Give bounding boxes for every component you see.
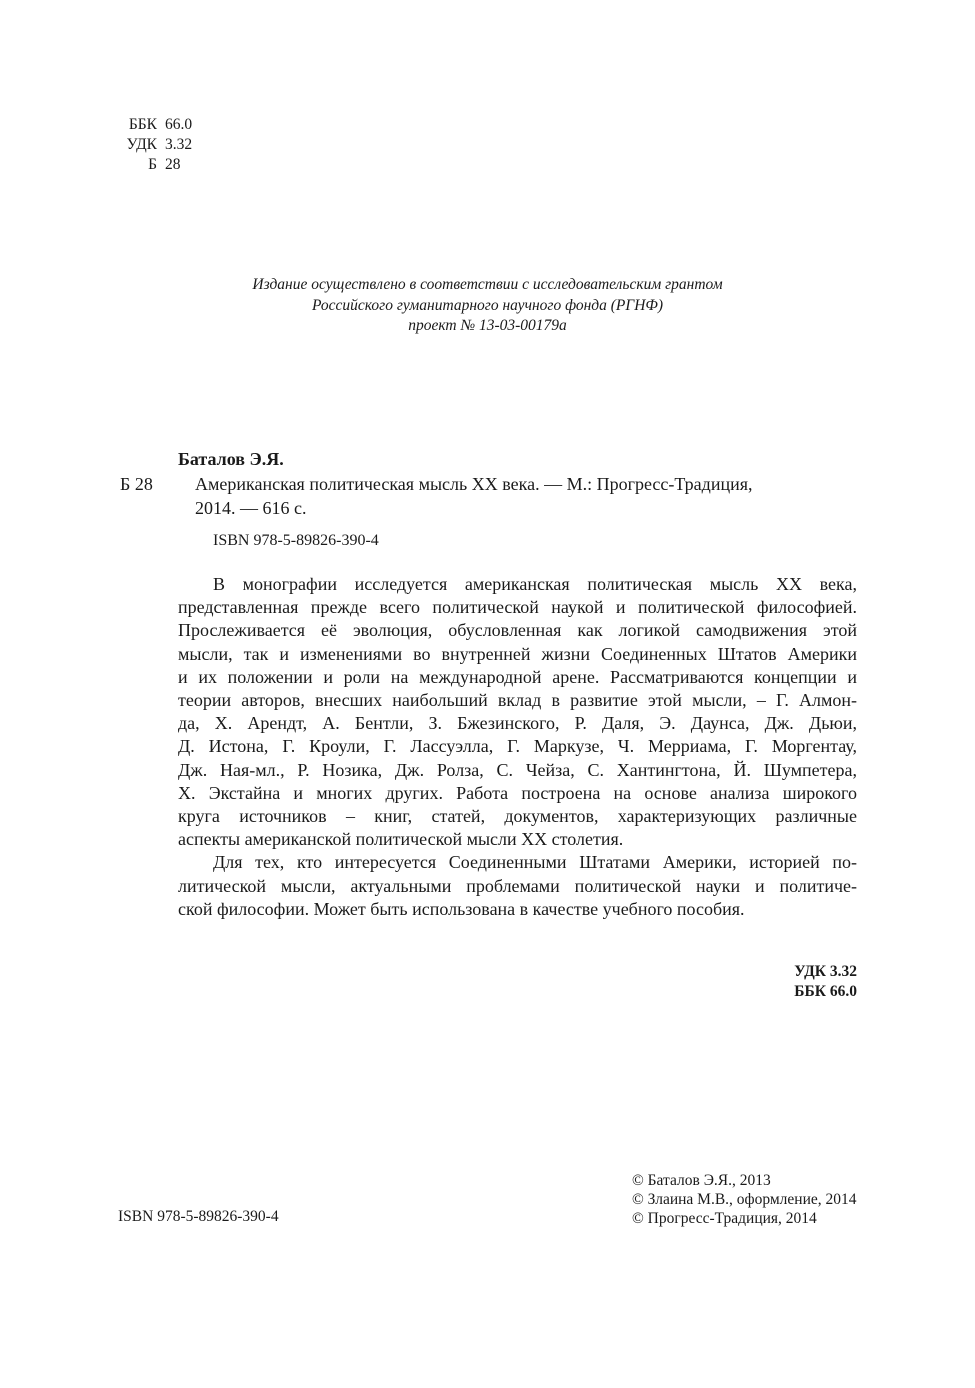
isbn-entry: ISBN 978-5-89826-390-4	[213, 532, 379, 549]
abstract-line: Д. Истона, Г. Кроули, Г. Лассуэлла, Г. Маркузе, Ч. Мерриама, Г. Моргентау,	[178, 736, 857, 757]
classification-row	[118, 135, 192, 155]
abstract-line: литической мысли, актуальными проблемами политической науки и политиче-	[178, 875, 857, 896]
classification-value: 3.32	[165, 136, 193, 153]
copyright-line: © Прогресс-Традиция, 2014	[632, 1210, 817, 1227]
udk-code: УДК 3.32	[794, 963, 857, 980]
book-title-entry	[195, 472, 857, 520]
grant-note	[120, 275, 855, 337]
abstract-line: Прослеживается её эволюция, обусловленная как логикой самодвижения этой	[178, 620, 857, 641]
footer-isbn: ISBN 978-5-89826-390-4	[118, 1208, 279, 1225]
bbk-code: ББК 66.0	[794, 983, 857, 1000]
classification-key: Б	[148, 156, 157, 173]
copyright-block	[632, 1171, 857, 1228]
copyright-line: © Баталов Э.Я., 2013	[632, 1172, 771, 1189]
grant-note-line: проект № 13-03-00179а	[408, 317, 567, 334]
author-name: Баталов Э.Я.	[178, 449, 284, 469]
abstract-line: представленная прежде всего политической наукой и политической философией.	[178, 597, 857, 618]
abstract-line: круга источников – книг, статей, документов, характеризующих различные	[178, 806, 857, 827]
abstract-line: В монографии исследуется американская политическая мысль XX века,	[213, 574, 857, 594]
abstract-line: Х. Экстайна и многих других. Работа построена на основе анализа широкого	[178, 782, 857, 803]
abstract-line: мысли, так и изменениями во внутренней жизни Соединенных Штатов Америки	[178, 643, 857, 664]
copyright-line: © Злаина М.В., оформление, 2014	[632, 1191, 857, 1208]
classification-block	[118, 115, 192, 175]
classification-row	[118, 155, 192, 175]
book-title-line: Американская политическая мысль XX века. — М.: Прогресс-Традиция,	[195, 474, 753, 494]
classification-key: УДК	[126, 136, 157, 153]
classification-value: 28	[165, 156, 181, 173]
abstract-line: Дж. Ная-мл., Р. Нозика, Дж. Ролза, С. Чейза, С. Хантингтона, Й. Шумпетера,	[178, 759, 857, 780]
abstract-line: аспекты американской политической мысли XX столетия.	[178, 829, 624, 850]
classification-key: ББК	[128, 116, 157, 133]
abstract-line: и их положении и роли на международной арене. Рассматриваются концепции и	[178, 666, 857, 687]
classification-value: 66.0	[165, 116, 193, 133]
grant-note-line: Издание осуществлено в соответствии с исследовательским грантом	[252, 276, 723, 293]
grant-note-line: Российского гуманитарного научного фонда (РГНФ)	[311, 296, 664, 314]
abstract-line: ской философии. Может быть использована в качестве учебного пособия.	[178, 898, 745, 919]
abstract-line: Для тех, кто интересуется Соединенными Штатами Америки, историей по-	[213, 852, 857, 873]
book-title-line: 2014. — 616 с.	[195, 498, 307, 518]
abstract-line: теории авторов, внесших наибольший вклад в развитие этой мысли, – Г. Алмон-	[178, 690, 857, 711]
classification-row	[118, 115, 192, 135]
abstract	[178, 573, 857, 921]
abstract-line: да, Х. Арендт, А. Бентли, З. Бжезинского, Р. Даля, Э. Даунса, Дж. Дьюи,	[178, 713, 857, 734]
author-mark-code: Б 28	[120, 474, 153, 494]
codes-right	[700, 962, 857, 1002]
